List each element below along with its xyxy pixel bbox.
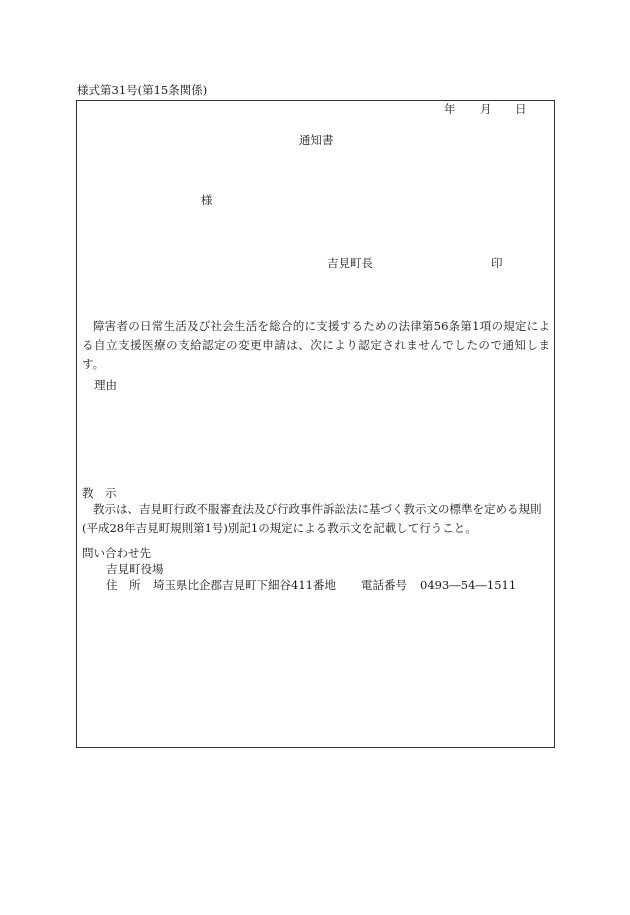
contact-heading: 問い合わせ先 — [82, 546, 151, 560]
contact-office: 吉見町役場 — [106, 562, 164, 576]
phone-value: 0493―54―1511 — [420, 578, 517, 592]
seal-mark: 印 — [491, 256, 503, 270]
date-month-label: 月 — [480, 102, 492, 116]
address-label: 住 所 — [106, 578, 141, 592]
instruction-heading: 教 示 — [82, 486, 117, 500]
address-value: 埼玉県比企郡吉見町下細谷411番地 — [153, 578, 336, 592]
phone-label: 電話番号 — [361, 578, 407, 592]
instruction-text: 教示は、吉見町行政不服審査法及び行政事件訴訟法に基づく教示文の標準を定める規則(平成28年吉見町規則第1号)別記1の規定による教示文を記載して行うこと。 — [82, 502, 542, 535]
issuer-name: 吉見町長 — [327, 256, 373, 270]
document-title: 通知書 — [299, 133, 334, 147]
date-year-label: 年 — [444, 102, 456, 116]
reason-label: 理由 — [94, 378, 117, 392]
recipient-honorific: 様 — [201, 193, 213, 207]
date-day-label: 日 — [515, 102, 527, 116]
notice-body: 障害者の日常生活及び社会生活を総合的に支援するための法律第56条第1項の規定による自立支援医療の支給認定の変更申請は、次により認定されませんでしたので通知します。 — [82, 319, 550, 371]
form-number-label: 様式第31号(第15条関係) — [77, 83, 208, 97]
notice-frame — [76, 100, 555, 748]
